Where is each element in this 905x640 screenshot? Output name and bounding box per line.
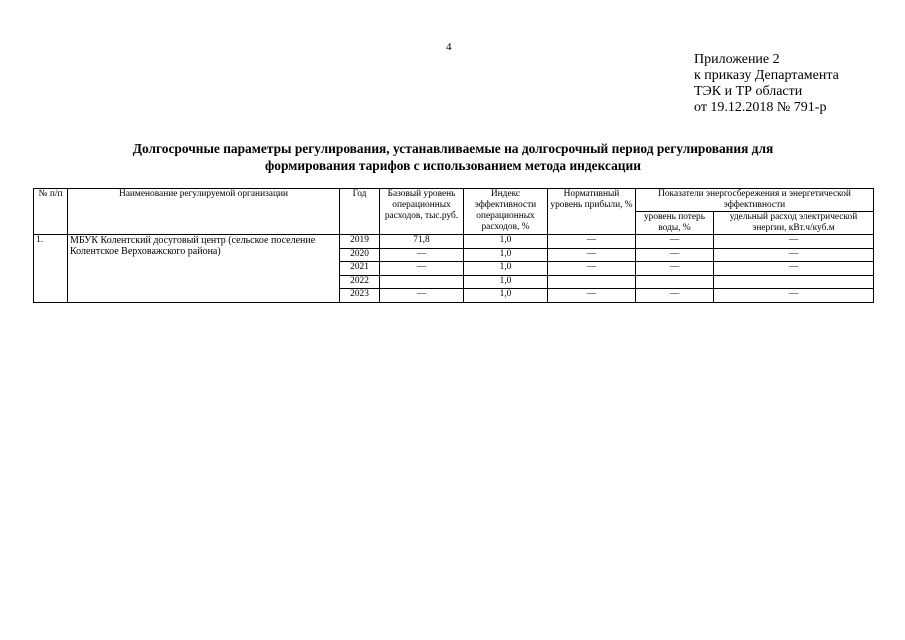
page-number: 4 bbox=[446, 41, 452, 53]
cell-base: 71,8 bbox=[380, 235, 464, 249]
approval-line: от 19.12.2018 № 791-р bbox=[694, 100, 827, 115]
cell-year: 2023 bbox=[340, 289, 380, 303]
header-row bbox=[34, 189, 874, 212]
document-title bbox=[60, 140, 846, 174]
cell-norm: — bbox=[548, 289, 636, 303]
cell-base: — bbox=[380, 289, 464, 303]
cell-norm: — bbox=[548, 248, 636, 262]
header-organization: Наименование регулируемой организации bbox=[68, 189, 340, 235]
header-efficiency-index: Индекс эффективности операционных расходов, % bbox=[464, 189, 548, 235]
title-line: Долгосрочные параметры регулирования, устанавливаемые на долгосрочный период регулирования для bbox=[132, 141, 774, 156]
approval-block bbox=[694, 52, 839, 116]
cell-losses: — bbox=[636, 235, 714, 249]
cell-year: 2021 bbox=[340, 262, 380, 276]
header-energy-group: Показатели энергосбережения и энергетической эффективности bbox=[636, 189, 874, 212]
cell-norm: — bbox=[548, 235, 636, 249]
cell-losses: — bbox=[636, 248, 714, 262]
cell-consumption: — bbox=[714, 235, 874, 249]
cell-base: — bbox=[380, 262, 464, 276]
cell-index: 1,0 bbox=[464, 248, 548, 262]
title-line: формирования тарифов с использованием метода индексации bbox=[265, 158, 641, 173]
cell-index: 1,0 bbox=[464, 235, 548, 249]
cell-index: 1,0 bbox=[464, 275, 548, 289]
cell-base: — bbox=[380, 248, 464, 262]
cell-consumption: — bbox=[714, 262, 874, 276]
header-base-level: Базовый уровень операционных расходов, тыс.руб. bbox=[380, 189, 464, 235]
cell-consumption: — bbox=[714, 289, 874, 303]
cell-norm: — bbox=[548, 262, 636, 276]
org-name: МБУК Колентский досуговый центр (сельское поселение Колентское Верховажского района) bbox=[68, 235, 340, 303]
cell-year: 2022 bbox=[340, 275, 380, 289]
cell-year: 2020 bbox=[340, 248, 380, 262]
cell-losses bbox=[636, 275, 714, 289]
cell-losses: — bbox=[636, 289, 714, 303]
header-number: № п/п bbox=[34, 189, 68, 235]
table-row bbox=[34, 235, 874, 249]
approval-line: Приложение 2 bbox=[694, 52, 780, 67]
header-year: Год bbox=[340, 189, 380, 235]
cell-index: 1,0 bbox=[464, 289, 548, 303]
cell-consumption: — bbox=[714, 248, 874, 262]
org-number: 1. bbox=[34, 235, 68, 303]
cell-losses: — bbox=[636, 262, 714, 276]
cell-base bbox=[380, 275, 464, 289]
approval-line: к приказу Департамента bbox=[694, 68, 839, 83]
cell-year: 2019 bbox=[340, 235, 380, 249]
header-water-losses: уровень потерь воды, % bbox=[636, 212, 714, 235]
header-energy-consumption: удельный расход электрической энергии, кВт.ч/куб.м bbox=[714, 212, 874, 235]
cell-consumption bbox=[714, 275, 874, 289]
cell-index: 1,0 bbox=[464, 262, 548, 276]
cell-norm bbox=[548, 275, 636, 289]
approval-line: ТЭК и ТР области bbox=[694, 84, 803, 99]
header-normative-profit: Нормативный уровень прибыли, % bbox=[548, 189, 636, 235]
parameters-table bbox=[33, 188, 874, 303]
